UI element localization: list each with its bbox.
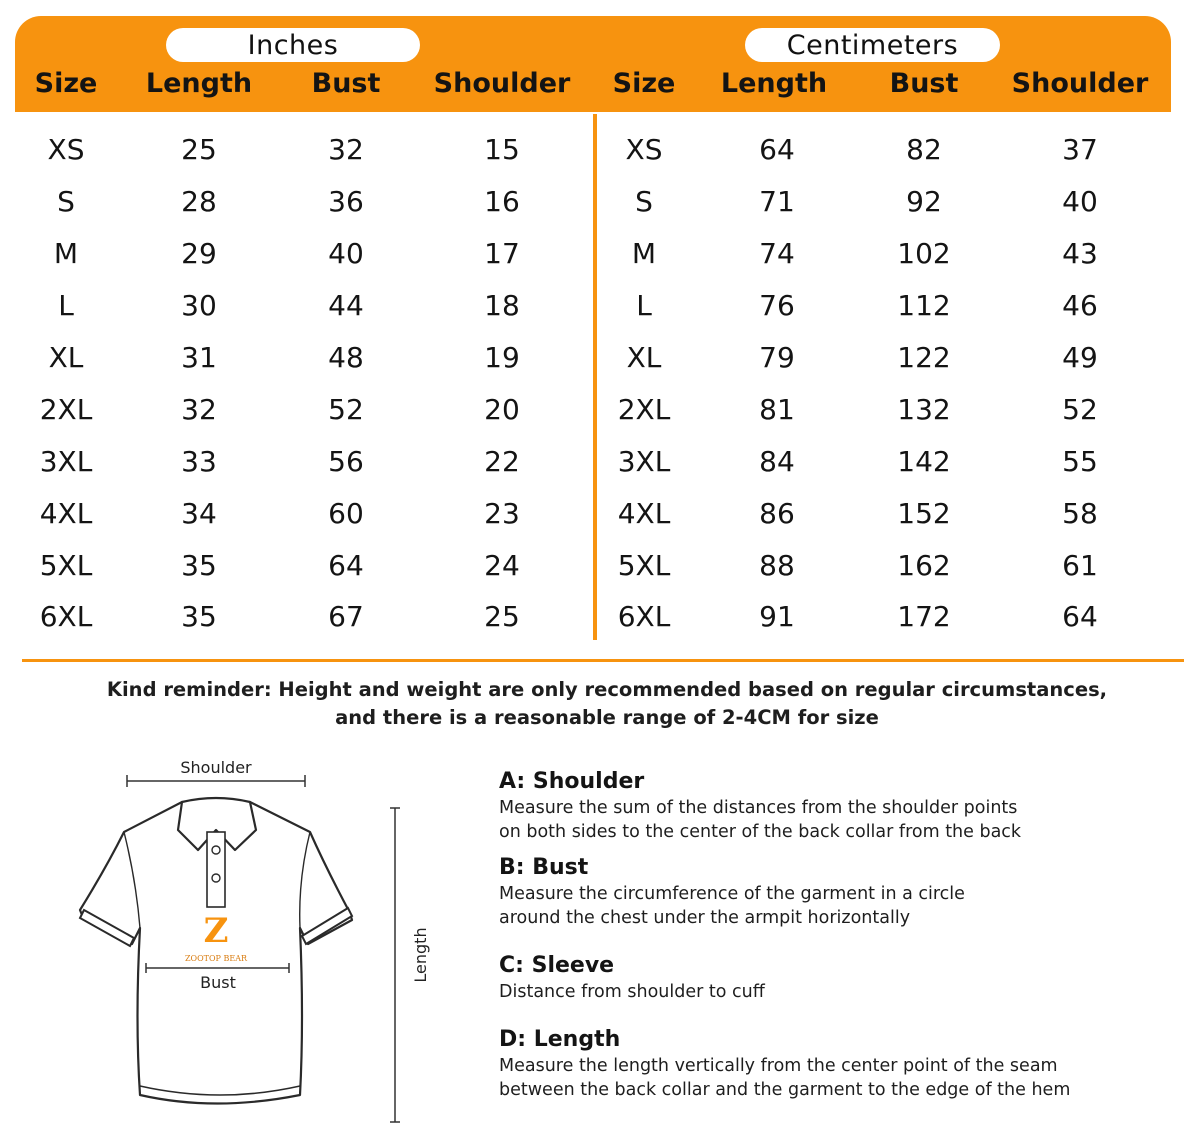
cell-length-in: 35 <box>181 549 217 582</box>
cell-shoulder-cm: 52 <box>1062 393 1098 426</box>
cell-shoulder-cm: 58 <box>1062 497 1098 530</box>
col-header-bust-in: Bust <box>311 68 381 99</box>
cell-size-in: 4XL <box>39 497 93 530</box>
cell-bust-cm: 152 <box>897 497 951 530</box>
cell-size-in: 5XL <box>39 549 93 582</box>
section-divider <box>22 659 1184 662</box>
cell-length-cm: 91 <box>759 600 795 633</box>
table-row <box>0 384 1184 436</box>
cell-bust-cm: 112 <box>897 289 951 322</box>
measurement-shoulder <box>499 768 1179 844</box>
cell-bust-in: 36 <box>328 185 364 218</box>
shoulder-label: Shoulder <box>180 758 252 777</box>
measurement-desc: between the back collar and the garment to the edge of the hem <box>499 1080 1071 1100</box>
cell-size-in: XL <box>48 341 84 374</box>
cell-shoulder-cm: 37 <box>1062 133 1098 166</box>
cell-length-cm: 88 <box>759 549 795 582</box>
cell-bust-cm: 132 <box>897 393 951 426</box>
measurement-desc: Measure the sum of the distances from the shoulder points <box>499 798 1018 818</box>
cell-bust-cm: 162 <box>897 549 951 582</box>
cell-shoulder-in: 17 <box>484 237 520 270</box>
polo-shirt-icon <box>60 750 460 1133</box>
col-header-size-cm: Size <box>612 68 676 99</box>
cell-length-in: 30 <box>181 289 217 322</box>
cell-length-cm: 71 <box>759 185 795 218</box>
cell-size-in: 3XL <box>39 445 93 478</box>
cell-size-cm: S <box>635 185 653 218</box>
cell-size-cm: XS <box>625 133 663 166</box>
cell-bust-cm: 122 <box>897 341 951 374</box>
measurement-sleeve <box>499 952 1179 1004</box>
cell-bust-in: 32 <box>328 133 364 166</box>
table-row <box>0 176 1184 228</box>
cell-shoulder-in: 25 <box>484 600 520 633</box>
cell-length-in: 29 <box>181 237 217 270</box>
table-row <box>0 332 1184 384</box>
cell-size-cm: 3XL <box>617 445 671 478</box>
cell-length-cm: 84 <box>759 445 795 478</box>
logo-mark: Z <box>203 911 229 951</box>
cell-shoulder-cm: 55 <box>1062 445 1098 478</box>
inches-unit-label: Inches <box>166 28 420 62</box>
col-header-shoulder-in: Shoulder <box>433 68 571 99</box>
table-row <box>0 488 1184 540</box>
cell-bust-in: 64 <box>328 549 364 582</box>
cell-bust-in: 67 <box>328 600 364 633</box>
reminder-line-1: Kind reminder: Height and weight are only recommended based on regular circumstances, <box>106 678 1108 701</box>
cell-shoulder-in: 24 <box>484 549 520 582</box>
measurement-desc: Measure the length vertically from the center point of the seam <box>499 1056 1058 1076</box>
cell-size-in: 2XL <box>39 393 93 426</box>
cell-length-cm: 74 <box>759 237 795 270</box>
cell-size-cm: 2XL <box>617 393 671 426</box>
polo-shirt-diagram <box>60 750 460 1133</box>
cell-length-in: 28 <box>181 185 217 218</box>
cell-length-in: 31 <box>181 341 217 374</box>
cell-bust-cm: 142 <box>897 445 951 478</box>
cell-shoulder-cm: 64 <box>1062 600 1098 633</box>
cell-length-in: 34 <box>181 497 217 530</box>
table-row <box>0 280 1184 332</box>
cell-size-cm: 5XL <box>617 549 671 582</box>
cell-bust-in: 56 <box>328 445 364 478</box>
cell-shoulder-cm: 46 <box>1062 289 1098 322</box>
cell-shoulder-in: 23 <box>484 497 520 530</box>
table-row <box>0 436 1184 488</box>
measurement-title: B: Bust <box>499 855 589 880</box>
length-label: Length <box>411 927 430 983</box>
cell-bust-in: 60 <box>328 497 364 530</box>
cell-size-cm: 4XL <box>617 497 671 530</box>
measurement-title: D: Length <box>499 1027 621 1052</box>
cell-length-cm: 86 <box>759 497 795 530</box>
cell-length-in: 25 <box>181 133 217 166</box>
cell-size-in: 6XL <box>39 600 93 633</box>
cell-shoulder-cm: 61 <box>1062 549 1098 582</box>
cell-bust-in: 40 <box>328 237 364 270</box>
col-header-size-in: Size <box>34 68 98 99</box>
cell-shoulder-in: 15 <box>484 133 520 166</box>
cell-shoulder-in: 18 <box>484 289 520 322</box>
cell-length-cm: 64 <box>759 133 795 166</box>
centimeters-unit-label: Centimeters <box>745 28 1000 62</box>
table-row <box>0 124 1184 176</box>
cell-length-in: 33 <box>181 445 217 478</box>
col-header-shoulder-cm: Shoulder <box>1011 68 1149 99</box>
cell-shoulder-in: 19 <box>484 341 520 374</box>
table-row <box>0 228 1184 280</box>
cell-shoulder-in: 20 <box>484 393 520 426</box>
col-header-length-in: Length <box>145 68 253 99</box>
measurement-length <box>499 1026 1179 1102</box>
cell-shoulder-in: 16 <box>484 185 520 218</box>
cell-shoulder-cm: 43 <box>1062 237 1098 270</box>
col-header-length-cm: Length <box>720 68 828 99</box>
cell-bust-in: 52 <box>328 393 364 426</box>
cell-size-in: XS <box>47 133 85 166</box>
cell-size-cm: 6XL <box>617 600 671 633</box>
cell-shoulder-cm: 49 <box>1062 341 1098 374</box>
measurement-title: C: Sleeve <box>499 953 615 978</box>
cell-size-cm: M <box>631 237 657 270</box>
table-row <box>0 591 1184 643</box>
cell-bust-cm: 172 <box>897 600 951 633</box>
measurement-desc: around the chest under the armpit horizontally <box>499 908 911 928</box>
cell-bust-in: 44 <box>328 289 364 322</box>
cell-shoulder-in: 22 <box>484 445 520 478</box>
cell-length-cm: 79 <box>759 341 795 374</box>
measurement-desc: on both sides to the center of the back collar from the back <box>499 822 1022 842</box>
cell-length-in: 35 <box>181 600 217 633</box>
measurement-bust <box>499 854 1179 930</box>
cell-size-in: L <box>58 289 74 322</box>
cell-size-in: S <box>57 185 75 218</box>
measurement-title: A: Shoulder <box>499 769 645 794</box>
cell-length-in: 32 <box>181 393 217 426</box>
col-header-bust-cm: Bust <box>889 68 959 99</box>
measurement-desc: Measure the circumference of the garment in a circle <box>499 884 965 904</box>
cell-bust-cm: 82 <box>906 133 942 166</box>
bust-label: Bust <box>200 973 236 992</box>
cell-size-cm: XL <box>626 341 662 374</box>
cell-size-cm: L <box>636 289 652 322</box>
reminder-line-2: and there is a reasonable range of 2-4CM for size <box>335 706 879 729</box>
measurement-desc: Distance from shoulder to cuff <box>499 982 765 1002</box>
cell-size-in: M <box>53 237 79 270</box>
logo-text: ZOOTOP BEAR <box>184 954 248 963</box>
cell-bust-cm: 92 <box>906 185 942 218</box>
cell-length-cm: 76 <box>759 289 795 322</box>
cell-bust-in: 48 <box>328 341 364 374</box>
cell-length-cm: 81 <box>759 393 795 426</box>
table-row <box>0 540 1184 592</box>
cell-shoulder-cm: 40 <box>1062 185 1098 218</box>
cell-bust-cm: 102 <box>897 237 951 270</box>
